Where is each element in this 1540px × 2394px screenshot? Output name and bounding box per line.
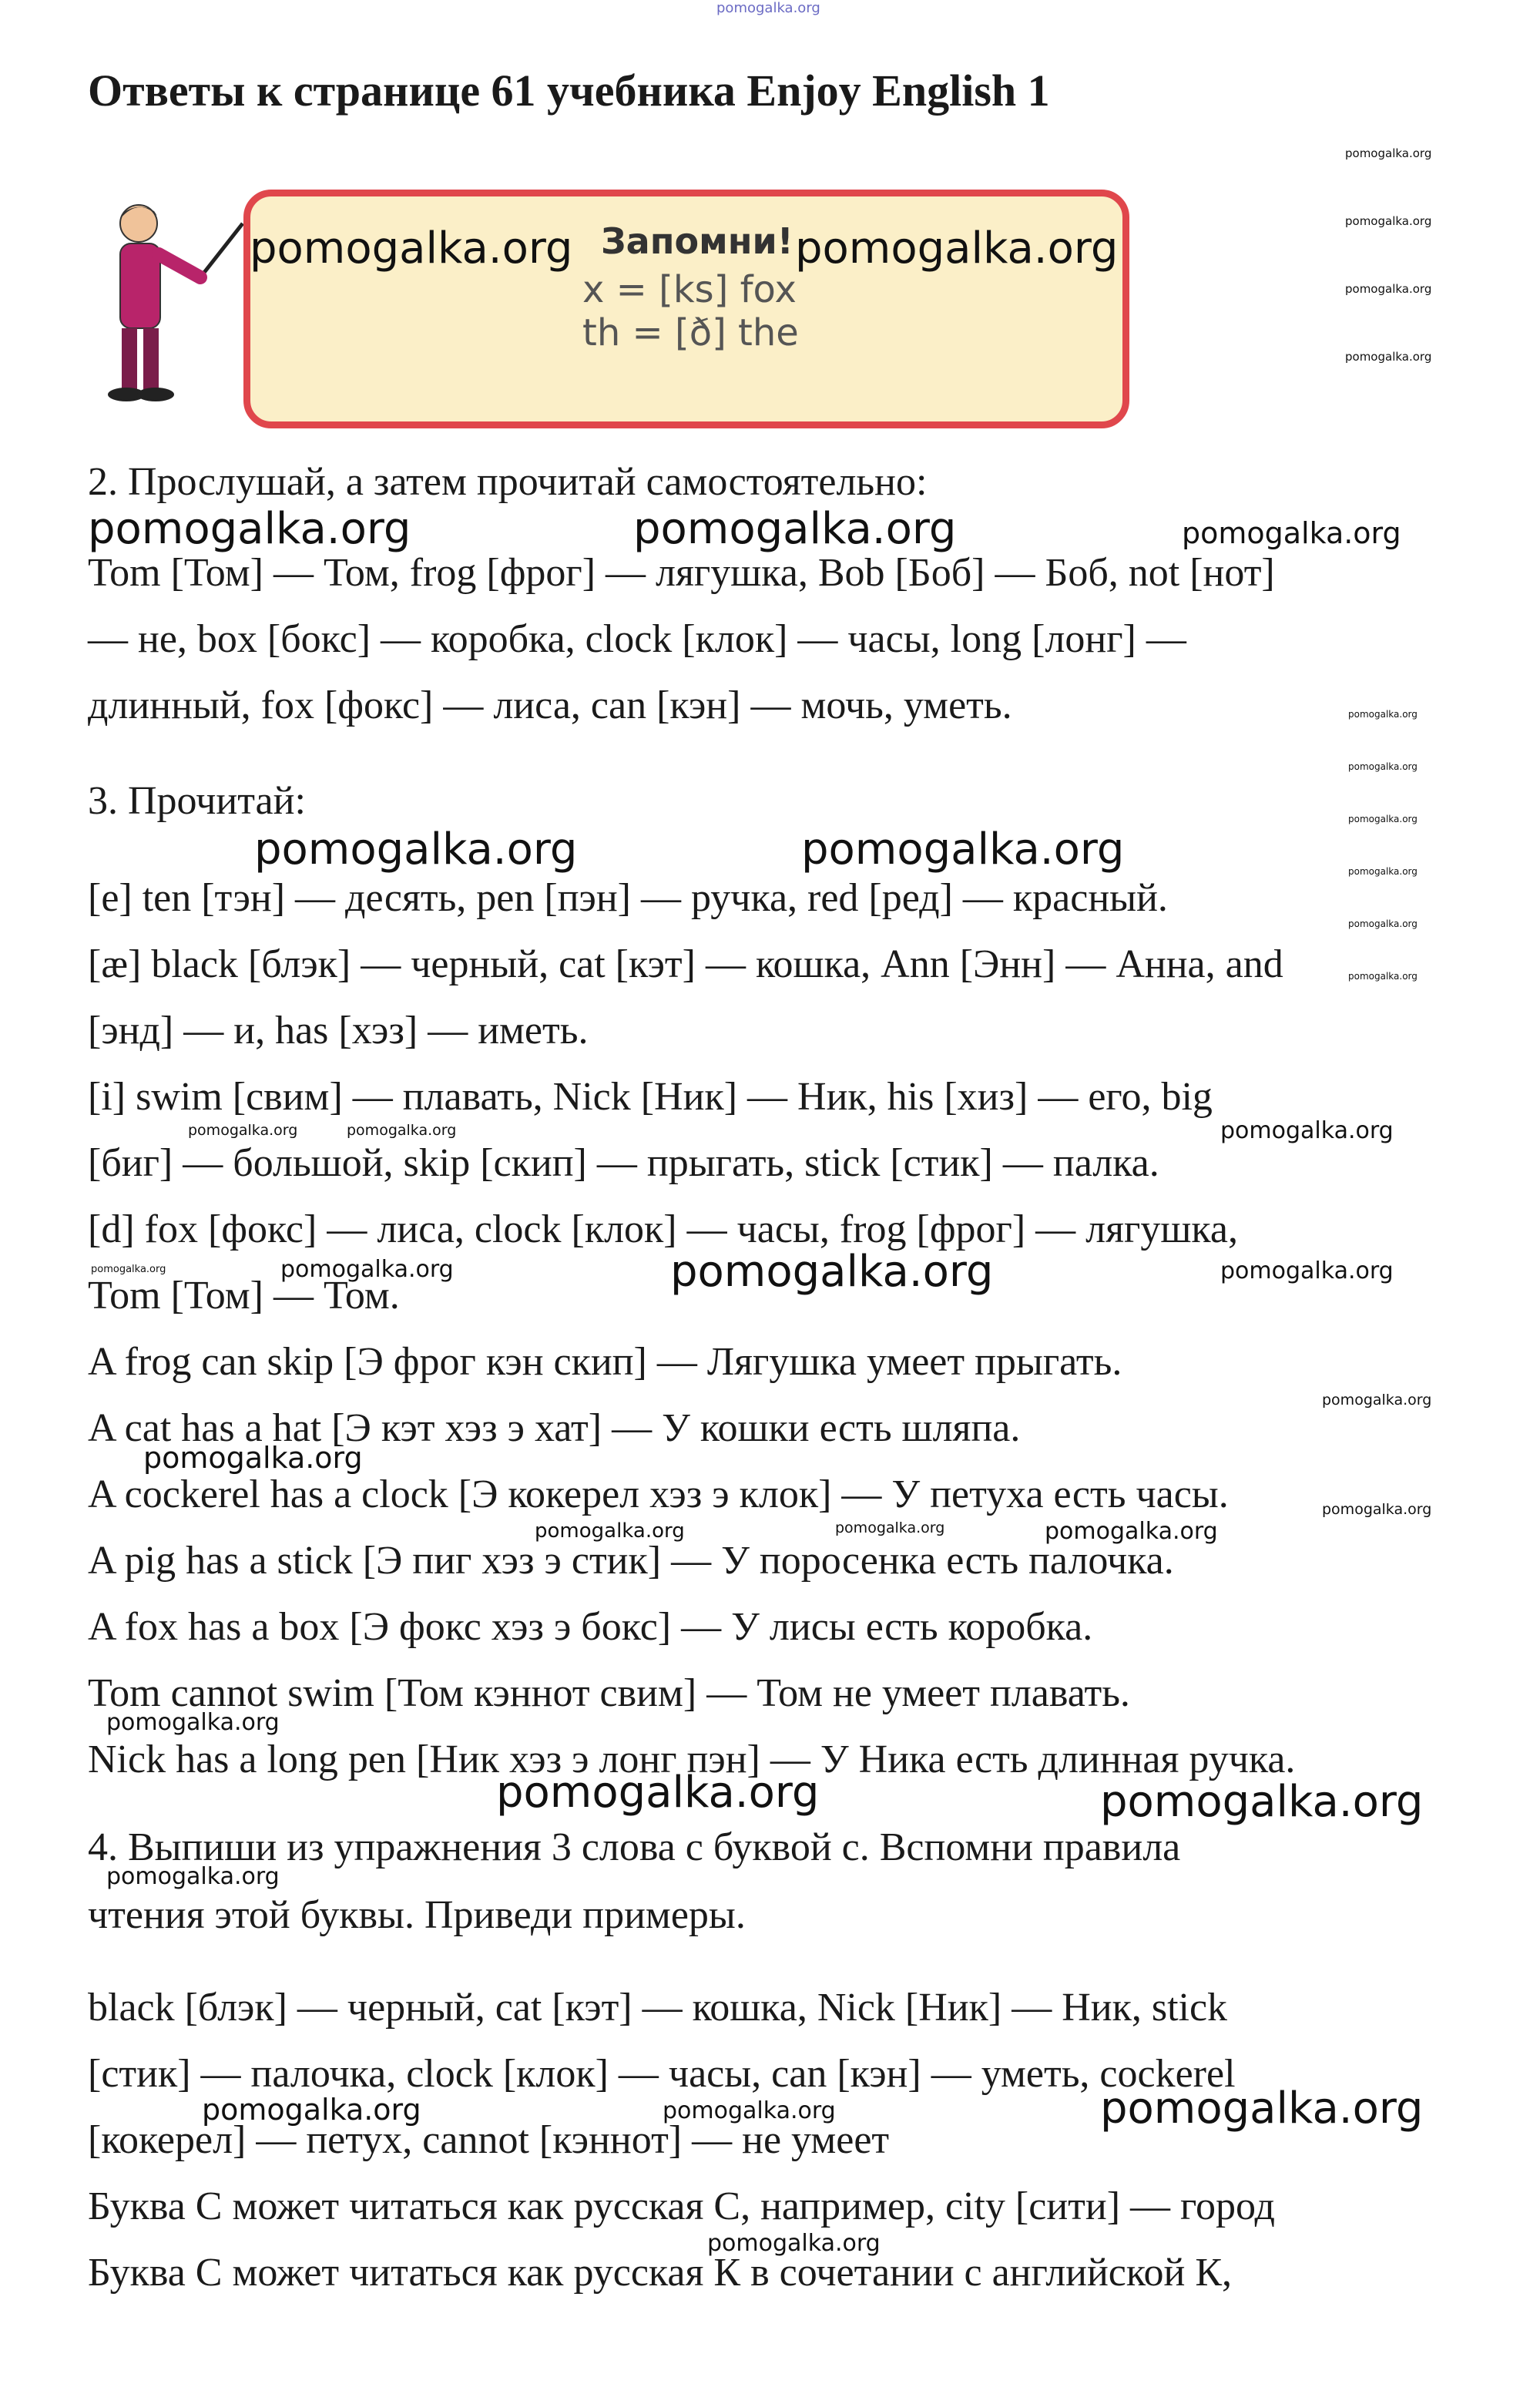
watermark: pomogalka.org bbox=[1182, 516, 1401, 550]
watermark: pomogalka.org bbox=[1348, 971, 1418, 982]
watermark: pomogalka.org bbox=[254, 824, 578, 875]
watermark: pomogalka.org bbox=[801, 824, 1125, 875]
text-line: [e] ten [тэн] — десять, pen [пэн] — ручка, red [ред] — красный. bbox=[88, 876, 1168, 920]
page-title: Ответы к странице 61 учебника Enjoy English 1 bbox=[88, 65, 1050, 116]
text-line: black [блэк] — черный, cat [кэт] — кошка, Nick [Ник] — Ник, stick bbox=[88, 1986, 1228, 2030]
watermark: pomogalka.org bbox=[347, 1122, 457, 1139]
text-line: [æ] black [блэк] — черный, cat [кэт] — кошка, Ann [Энн] — Анна, and bbox=[88, 942, 1283, 986]
watermark: pomogalka.org bbox=[835, 1519, 945, 1536]
watermark: pomogalka.org bbox=[88, 504, 411, 554]
watermark: pomogalka.org bbox=[1045, 1518, 1218, 1545]
text-line: Tom cannot swim [Том кэннот свим] — Том не умеет плавать. bbox=[88, 1671, 1130, 1715]
watermark: pomogalka.org bbox=[795, 223, 1119, 274]
watermark: pomogalka.org bbox=[1345, 214, 1432, 228]
watermark: pomogalka.org bbox=[1220, 1257, 1394, 1284]
text-line: 3. Прочитай: bbox=[88, 779, 306, 823]
watermark: pomogalka.org bbox=[91, 1264, 166, 1275]
watermark: pomogalka.org bbox=[1348, 709, 1418, 720]
watermark: pomogalka.org bbox=[670, 1247, 994, 1297]
text-line: — не, box [бокс] — коробка, clock [клок] — часы, long [лонг] — bbox=[88, 617, 1186, 661]
watermark: pomogalka.org bbox=[1345, 282, 1432, 296]
memo-heading: Запомни! bbox=[601, 220, 793, 262]
watermark: pomogalka.org bbox=[663, 2097, 836, 2124]
text-line: A fox has a box [Э фокс хэз э бокс] — У лисы есть коробка. bbox=[88, 1605, 1093, 1649]
memo-line-1: x = [ks] fox bbox=[582, 268, 797, 311]
text-line: длинный, fox [фокс] — лиса, can [кэн] — мочь, уметь. bbox=[88, 683, 1012, 727]
text-line: Буква С может читаться как русская С, например, city [сити] — город bbox=[88, 2184, 1276, 2228]
watermark: pomogalka.org bbox=[1100, 2083, 1424, 2134]
memo-line-2: th = [ð] the bbox=[582, 311, 799, 354]
text-line: [d] fox [фокс] — лиса, clock [клок] — часы, frog [фрог] — лягушка, bbox=[88, 1207, 1238, 1251]
watermark: pomogalka.org bbox=[1322, 1392, 1432, 1409]
text-line: 4. Выпиши из упражнения 3 слова с буквой c. Вспомни правила bbox=[88, 1825, 1181, 1869]
watermark-top: pomogalka.org bbox=[716, 0, 820, 16]
text-line: A cockerel has a clock [Э кокерел хэз э клок] — У петуха есть часы. bbox=[88, 1472, 1229, 1516]
watermark: pomogalka.org bbox=[1345, 146, 1432, 160]
watermark: pomogalka.org bbox=[1348, 918, 1418, 929]
text-line: Nick has a long pen [Ник хэз э лонг пэн] — У Ника есть длинная ручка. bbox=[88, 1738, 1296, 1781]
watermark: pomogalka.org bbox=[143, 1441, 363, 1475]
watermark: pomogalka.org bbox=[188, 1122, 298, 1139]
text-line: 2. Прослушай, а затем прочитай самостоятельно: bbox=[88, 460, 928, 504]
text-line: Буква С может читаться как русская К в сочетании с английской К, bbox=[88, 2251, 1233, 2295]
watermark: pomogalka.org bbox=[202, 2093, 421, 2127]
watermark: pomogalka.org bbox=[250, 223, 573, 274]
text-line: Tom [Том] — Том. bbox=[88, 1274, 400, 1318]
watermark: pomogalka.org bbox=[535, 1519, 685, 1543]
watermark: pomogalka.org bbox=[106, 1863, 280, 1890]
text-line: чтения этой буквы. Приведи примеры. bbox=[88, 1893, 746, 1937]
watermark: pomogalka.org bbox=[633, 504, 957, 554]
watermark: pomogalka.org bbox=[1345, 350, 1432, 364]
watermark: pomogalka.org bbox=[1348, 761, 1418, 772]
text-line: [энд] — и, has [хэз] — иметь. bbox=[88, 1009, 589, 1053]
text-line: A pig has a stick [Э пиг хэз э стик] — У поросенка есть палочка. bbox=[88, 1539, 1174, 1583]
watermark: pomogalka.org bbox=[496, 1768, 820, 1818]
watermark: pomogalka.org bbox=[1100, 1777, 1424, 1827]
watermark: pomogalka.org bbox=[280, 1256, 454, 1283]
text-line: A frog can skip [Э фрог кэн скип] — Лягушка умеет прыгать. bbox=[88, 1340, 1122, 1384]
watermark: pomogalka.org bbox=[1220, 1117, 1394, 1144]
text-line: [кокерел] — петух, cannot [кэннот] — не умеет bbox=[88, 2118, 890, 2162]
watermark: pomogalka.org bbox=[106, 1709, 280, 1736]
watermark: pomogalka.org bbox=[1322, 1501, 1432, 1518]
text-line: [i] swim [свим] — плавать, Nick [Ник] — Ник, his [хиз] — его, big bbox=[88, 1075, 1213, 1119]
text-line: Tom [Том] — Том, frog [фрог] — лягушка, Bob [Боб] — Боб, not [нот] bbox=[88, 551, 1275, 595]
watermark: pomogalka.org bbox=[1348, 866, 1418, 877]
watermark: pomogalka.org bbox=[1348, 814, 1418, 824]
watermark: pomogalka.org bbox=[707, 2230, 881, 2257]
teacher-illustration bbox=[92, 193, 254, 408]
text-line: [биг] — большой, skip [скип] — прыгать, stick [стик] — палка. bbox=[88, 1141, 1159, 1185]
text-line: A cat has a hat [Э кэт хэз э хат] — У кошки есть шляпа. bbox=[88, 1406, 1021, 1450]
text-line: [стик] — палочка, clock [клок] — часы, can [кэн] — уметь, cockerel bbox=[88, 2052, 1236, 2096]
